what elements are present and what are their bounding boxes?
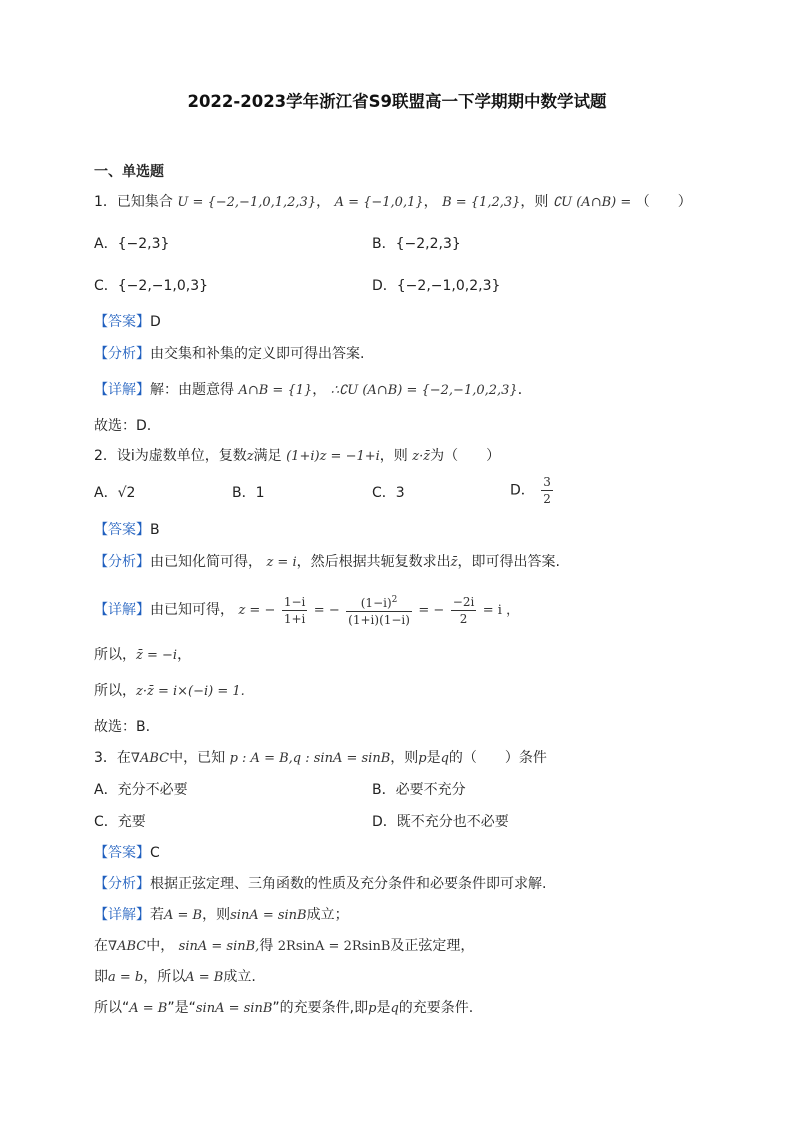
q2-so-line-1: [94, 645, 191, 666]
q2-expression: z·z̄: [412, 449, 431, 464]
detail-text: 即: [94, 969, 108, 985]
detail-math: q: [390, 1001, 399, 1016]
detail-text: 在: [94, 938, 108, 954]
detail-math: a = b: [108, 970, 144, 985]
fraction-denominator: (1+i)(1−i): [348, 613, 410, 627]
detail-math: sinA = sinB,: [178, 939, 260, 954]
detail-text: ．: [517, 382, 532, 398]
fraction: [541, 474, 553, 507]
detail-math: z = −: [238, 603, 276, 618]
q3-stem-text: 3．在: [94, 750, 131, 766]
analysis-math: z̄: [450, 555, 458, 570]
fraction: [451, 594, 477, 627]
detail-math: = i ，: [482, 603, 520, 618]
q3-detail-2: [94, 936, 474, 957]
q2-analysis: [94, 552, 560, 573]
q3-stem-text: 是: [426, 750, 441, 766]
analysis-text: ，即可得出答案.: [457, 554, 560, 570]
detail-tag: 【详解】: [94, 602, 150, 618]
detail-text: ”的充要条件,即: [272, 1000, 369, 1016]
q1-option-d: D．{−2,−1,0,2,3}: [372, 278, 501, 294]
q1-stem-text: 1．已知集合: [94, 194, 173, 210]
q1-set-b: B = {1,2,3}: [442, 195, 521, 210]
q2-var: z: [246, 449, 254, 464]
section-heading: 一、单选题: [94, 164, 164, 180]
q3-condition: p : A = B,q : sinA = sinB: [229, 751, 391, 766]
option-label: D．: [510, 482, 535, 499]
fraction: [346, 592, 412, 628]
analysis-tag: 【分析】: [94, 876, 150, 892]
detail-math: z·z̄ = i×(−i) = 1.: [136, 684, 245, 699]
q1-sep: ，: [316, 194, 331, 210]
detail-math: A∩B = {1}: [238, 383, 313, 398]
answer-value: D: [150, 314, 161, 330]
q3-detail-3: [94, 967, 256, 988]
q2-detail: [94, 590, 519, 631]
q1-sep: ，: [423, 194, 438, 210]
answer-tag: 【答案】: [94, 845, 150, 861]
q3-var: p: [418, 751, 427, 766]
q3-stem-text: 的（ ）条件: [448, 750, 547, 766]
detail-text: 中，: [146, 938, 175, 954]
q2-option-a: A．√2: [94, 485, 136, 501]
q1-answer: [94, 312, 161, 332]
detail-tag: 【详解】: [94, 907, 150, 923]
q2-option-d: [510, 474, 555, 507]
question-3-stem: [94, 748, 547, 769]
q2-option-b: B．1: [232, 485, 265, 501]
detail-text: 由已知可得，: [150, 602, 234, 618]
analysis-text: 由已知化简可得，: [150, 554, 262, 570]
answer-value: B: [150, 522, 160, 538]
q3-option-a: A．充分不必要: [94, 782, 188, 798]
q2-condition: (1+i)z = −1+i: [286, 449, 380, 464]
q3-var: q: [440, 751, 449, 766]
q1-detail: [94, 380, 532, 401]
question-2-stem: [94, 446, 500, 467]
detail-text: 是: [376, 1000, 391, 1016]
fraction-denominator: 1+i: [283, 611, 306, 626]
q1-expression: ∁U (A∩B) =: [552, 195, 632, 210]
q1-choose: 故选：D.: [94, 418, 152, 434]
answer-tag: 【答案】: [94, 314, 150, 330]
detail-text: 成立.: [223, 969, 256, 985]
q1-option-a: A．{−2,3}: [94, 236, 170, 252]
detail-text: 所以“: [94, 1000, 130, 1016]
detail-text: ”是“: [167, 1000, 196, 1016]
detail-math: sinA = sinB: [195, 1001, 273, 1016]
q3-stem-text: 中，已知: [169, 750, 226, 766]
detail-tag: 【详解】: [94, 382, 150, 398]
answer-tag: 【答案】: [94, 522, 150, 538]
analysis-tag: 【分析】: [94, 346, 150, 362]
q1-option-c: C．{−2,−1,0,3}: [94, 278, 209, 294]
q2-stem-text: 满足: [253, 448, 282, 464]
q2-stem-text: 为（ ）: [430, 448, 501, 464]
q2-stem-text: 2．设i为虚数单位，复数: [94, 448, 247, 464]
detail-math: = −: [313, 603, 340, 618]
q1-option-b: B．{−2,2,3}: [372, 236, 461, 252]
detail-math: A = B: [164, 908, 203, 923]
detail-text: 的充要条件.: [398, 1000, 474, 1016]
analysis-tag: 【分析】: [94, 554, 150, 570]
detail-text: 成立；: [306, 907, 349, 923]
q2-stem-text: ，则: [379, 448, 408, 464]
detail-text: 及正弦定理，: [390, 938, 475, 954]
detail-text: ，: [312, 382, 327, 398]
q1-set-a: A = {−1,0,1}: [334, 195, 424, 210]
detail-math: z̄ = −i: [136, 648, 178, 663]
q1-answer-blank: （ ）: [635, 194, 692, 210]
fraction: [282, 594, 308, 627]
detail-text: 解：由题意得: [150, 382, 234, 398]
q2-so-line-2: [94, 681, 245, 702]
q3-option-d: D．既不充分也不必要: [372, 814, 509, 830]
detail-math: p: [368, 1001, 377, 1016]
q3-option-c: C．充要: [94, 814, 146, 830]
fraction-numerator: [346, 592, 412, 612]
analysis-text: 由交集和补集的定义即可得出答案.: [150, 346, 365, 362]
detail-text: 所以，: [94, 647, 136, 663]
q3-analysis: [94, 874, 546, 894]
fraction-numerator: 1−i: [283, 594, 306, 609]
detail-math: = −: [418, 603, 445, 618]
detail-text: ，所以: [143, 969, 186, 985]
q3-detail-4: [94, 998, 473, 1019]
q2-option-c: C．3: [372, 485, 405, 501]
analysis-text: ，然后根据共轭复数求出: [296, 554, 451, 570]
page-title: 2022-2023学年浙江省S9联盟高一下学期期中数学试题: [187, 92, 607, 111]
fraction-numerator: 3: [543, 475, 551, 489]
fraction-denominator: 2: [459, 611, 468, 626]
q3-answer: [94, 843, 160, 863]
analysis-text: 根据正弦定理、三角函数的性质及充分条件和必要条件即可求解.: [150, 876, 547, 892]
detail-text: 所以，: [94, 683, 136, 699]
question-1-stem: [94, 192, 692, 213]
fraction-denominator: 2: [543, 492, 551, 506]
q1-analysis: [94, 344, 364, 364]
q3-option-b: B．必要不充分: [372, 782, 466, 798]
detail-math: ∴∁U (A∩B) = {−2,−1,0,2,3}: [330, 383, 518, 398]
q1-stem-text: ，则: [520, 194, 549, 210]
detail-text: ，则: [202, 907, 231, 923]
detail-text: 若: [150, 907, 164, 923]
detail-math: ∇ABC: [108, 939, 147, 954]
q2-choose: 故选：B.: [94, 719, 151, 735]
detail-math: A = B: [129, 1001, 168, 1016]
detail-math: A = B: [185, 970, 224, 985]
numerator-base: (1−i): [360, 596, 392, 610]
exponent: 2: [391, 595, 398, 605]
detail-math: 2RsinA = 2RsinB: [277, 939, 391, 954]
answer-value: C: [150, 845, 160, 861]
q3-triangle: ∇ABC: [130, 751, 170, 766]
detail-text: 得: [259, 938, 274, 954]
q1-set-u: U = {−2,−1,0,1,2,3}: [177, 195, 317, 210]
fraction-numerator: −2i: [452, 594, 475, 609]
q3-stem-text: ，则: [390, 750, 419, 766]
q3-detail-1: [94, 905, 349, 926]
detail-text: ，: [177, 647, 192, 663]
detail-math: sinA = sinB: [230, 908, 307, 923]
analysis-math: z = i: [266, 555, 297, 570]
q2-answer: [94, 520, 160, 540]
